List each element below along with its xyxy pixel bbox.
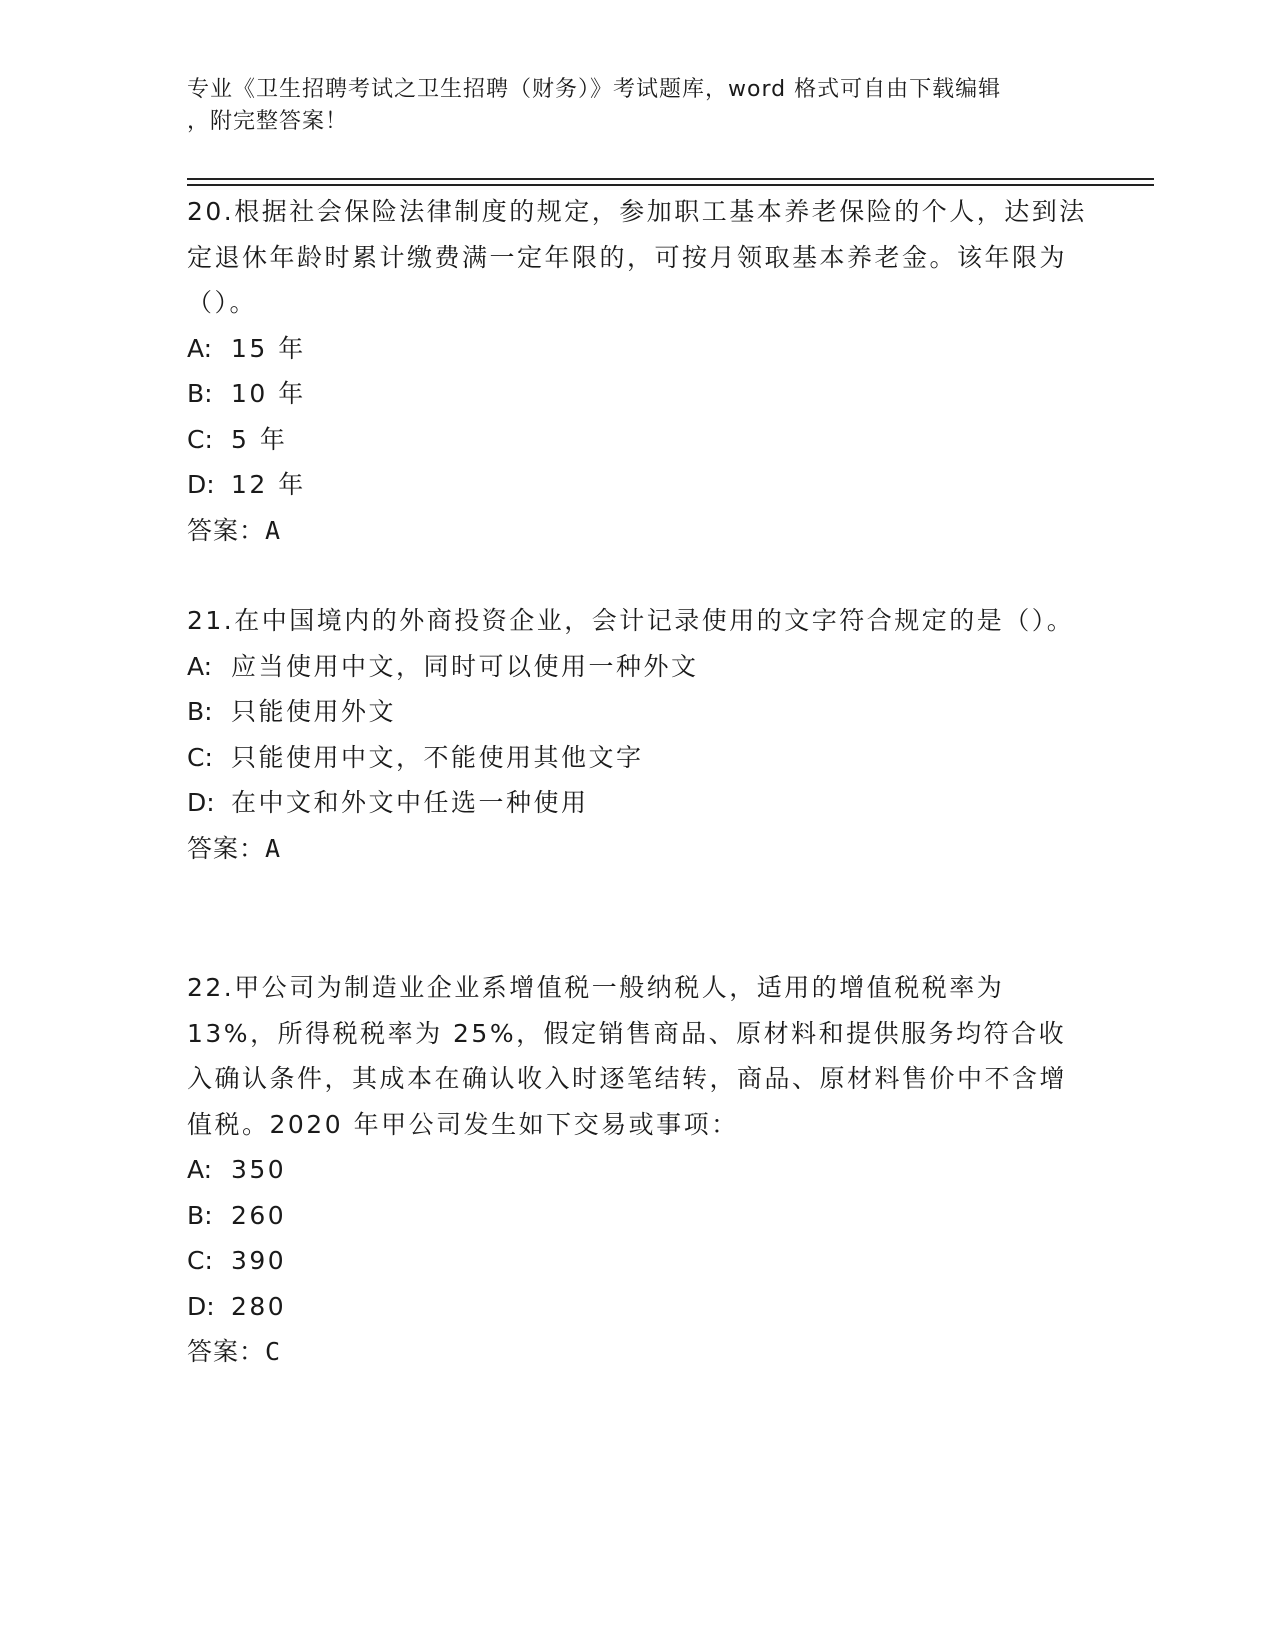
option-c bbox=[187, 735, 1087, 781]
answer-value: C bbox=[265, 1337, 282, 1366]
option-a bbox=[187, 1147, 1087, 1193]
answer-label: 答案： bbox=[187, 1337, 266, 1366]
option-text: 5 年 bbox=[231, 424, 288, 454]
option-a bbox=[187, 326, 1087, 372]
question-text: 在中国境内的外商投资企业，会计记录使用的文字符合规定的是（）。 bbox=[234, 606, 1075, 635]
question-stem bbox=[187, 598, 1087, 644]
question-stem bbox=[187, 965, 1087, 1147]
option-c bbox=[187, 417, 1087, 463]
option-key: A: bbox=[187, 333, 213, 363]
document-header: 专业《卫生招聘考试之卫生招聘（财务）》考试题库，word 格式可自由下载编辑 ，附完整答案！ bbox=[187, 77, 1002, 134]
answer-label: 答案： bbox=[187, 833, 266, 863]
option-d bbox=[187, 780, 1087, 826]
question-number: 20. bbox=[187, 197, 235, 226]
option-b bbox=[187, 371, 1087, 417]
option-text: 15 年 bbox=[231, 333, 306, 363]
option-key: B: bbox=[187, 697, 213, 726]
header-divider-top bbox=[187, 178, 1154, 180]
option-c bbox=[187, 1238, 1087, 1284]
header-divider-bottom bbox=[187, 184, 1154, 186]
option-key: A: bbox=[187, 1155, 213, 1184]
option-key: D: bbox=[187, 1291, 215, 1321]
answer-value: A bbox=[265, 833, 282, 863]
question-stem bbox=[187, 189, 1087, 326]
question-20 bbox=[187, 189, 1087, 553]
option-d bbox=[187, 1284, 1087, 1330]
option-b bbox=[187, 689, 1087, 735]
answer-label: 答案： bbox=[187, 515, 266, 545]
option-key: C: bbox=[187, 424, 213, 454]
question-22 bbox=[187, 965, 1087, 1375]
question-number: 22. bbox=[187, 973, 235, 1002]
option-text: 在中文和外文中任选一种使用 bbox=[231, 788, 589, 817]
option-key: D: bbox=[187, 788, 215, 817]
option-key: A: bbox=[187, 651, 213, 681]
option-text: 只能使用外文 bbox=[231, 697, 397, 726]
option-d bbox=[187, 462, 1087, 508]
option-b bbox=[187, 1193, 1087, 1239]
option-text: 390 bbox=[231, 1246, 287, 1275]
option-a bbox=[187, 644, 1087, 690]
option-key: D: bbox=[187, 470, 215, 499]
option-text: 应当使用中文，同时可以使用一种外文 bbox=[231, 651, 699, 681]
option-text: 只能使用中文，不能使用其他文字 bbox=[231, 742, 644, 772]
option-text: 280 bbox=[231, 1291, 287, 1321]
answer-line bbox=[187, 1329, 1087, 1375]
question-text: 甲公司为制造业企业系增值税一般纳税人，适用的增值税税率为 13%，所得税税率为 25%，假定销售商品、原材料和提供服务均符合收入确认条件，其成本在确认收入时逐笔结转，商品、原材料售价中不含增值税。2020 年甲公司发生如下交易或事项： bbox=[187, 973, 1068, 1139]
option-text: 12 年 bbox=[231, 470, 306, 499]
question-number: 21. bbox=[187, 606, 235, 635]
option-text: 260 bbox=[231, 1200, 287, 1230]
answer-line bbox=[187, 508, 1087, 554]
answer-value: A bbox=[265, 515, 282, 545]
question-21 bbox=[187, 598, 1087, 871]
option-key: B: bbox=[187, 1200, 213, 1230]
option-key: C: bbox=[187, 1246, 213, 1275]
option-text: 350 bbox=[231, 1155, 287, 1184]
question-text: 根据社会保险法律制度的规定，参加职工基本养老保险的个人，达到法定退休年龄时累计缴费满一定年限的，可按月领取基本养老金。该年限为（）。 bbox=[187, 197, 1087, 317]
option-key: B: bbox=[187, 379, 213, 408]
option-key: C: bbox=[187, 742, 213, 772]
answer-line bbox=[187, 826, 1087, 872]
option-text: 10 年 bbox=[231, 379, 306, 408]
